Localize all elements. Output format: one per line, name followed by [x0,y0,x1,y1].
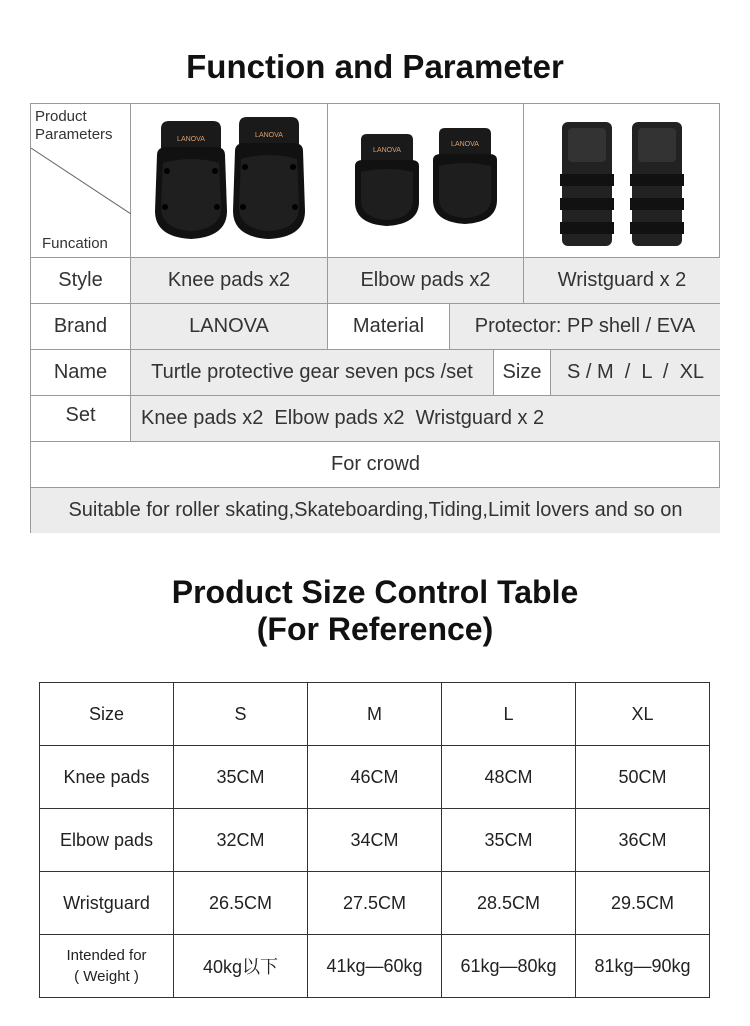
size-label: Size [494,350,551,396]
table-cell: 32CM [174,809,308,872]
wristguard-icon [542,114,702,248]
elbow-pads-icon [341,116,511,246]
name-value: Turtle protective gear seven pcs /set [131,350,494,396]
table-cell: 35CM [174,746,308,809]
table-cell: 29.5CM [576,872,710,935]
style-knee-pads: Knee pads x2 [131,258,328,304]
row-label: Wristguard [40,872,174,935]
table-cell: 26.5CM [174,872,308,935]
table-cell: 81kg—90kg [576,935,710,998]
header-cell: L [442,683,576,746]
crowd-value: Suitable for roller skating,Skateboarding,Tiding,Limit lovers and so on [31,488,720,533]
parameter-table [30,103,720,533]
material-value: Protector: PP shell / EVA [450,304,720,350]
size-table-title-line1: Product Size Control Table [171,574,579,610]
table-row [40,809,710,872]
header-cell: XL [576,683,710,746]
set-value: Knee pads x2 Elbow pads x2 Wristguard x 2 [131,396,720,442]
corner-top-line2: Parameters [35,126,113,143]
weight-label-line1: Intended for [66,947,147,964]
size-control-table [39,682,710,998]
table-cell: 34CM [308,809,442,872]
page-title: Function and Parameter [186,48,564,85]
corner-header-bottom: Funcation [42,235,108,252]
brand-value: LANOVA [131,304,328,350]
weight-row-label [40,935,174,998]
table-cell: 61kg—80kg [442,935,576,998]
table-row [40,872,710,935]
row-label: Elbow pads [40,809,174,872]
table-cell: 41kg—60kg [308,935,442,998]
table-cell: 50CM [576,746,710,809]
style-elbow-pads: Elbow pads x2 [328,258,524,304]
knee-pad-logo-right: LANOVA [255,131,283,139]
row-label: Knee pads [40,746,174,809]
header-cell: M [308,683,442,746]
table-cell: 27.5CM [308,872,442,935]
table-header-row [40,683,710,746]
wristguard-image-cell [524,104,720,258]
weight-label-line2: ( Weight ) [74,968,139,985]
corner-top-line1: Product [35,108,87,125]
name-label: Name [31,350,131,396]
crowd-label: For crowd [31,442,720,488]
table-cell: 28.5CM [442,872,576,935]
knee-pads-image-cell [131,104,328,258]
corner-header-cell [31,104,131,258]
table-cell: 35CM [442,809,576,872]
elbow-pad-logo-left: LANOVA [372,146,401,154]
knee-pads-icon [139,111,319,251]
style-wristguard: Wristguard x 2 [524,258,720,304]
material-label: Material [328,304,450,350]
size-value: S / M / L / XL [551,350,720,396]
knee-pad-logo-left: LANOVA [177,135,205,143]
elbow-pads-image-cell [328,104,524,258]
size-table-title [0,574,750,648]
set-label: Set [31,396,131,442]
table-cell: 46CM [308,746,442,809]
header-cell: Size [40,683,174,746]
elbow-pad-logo-right: LANOVA [450,140,479,148]
table-cell: 40kg以下 [174,935,308,998]
table-row [40,746,710,809]
style-label: Style [31,258,131,304]
table-row [40,935,710,998]
brand-label: Brand [31,304,131,350]
size-table-title-line2: (For Reference) [256,611,494,647]
table-cell: 48CM [442,746,576,809]
header-cell: S [174,683,308,746]
table-cell: 36CM [576,809,710,872]
